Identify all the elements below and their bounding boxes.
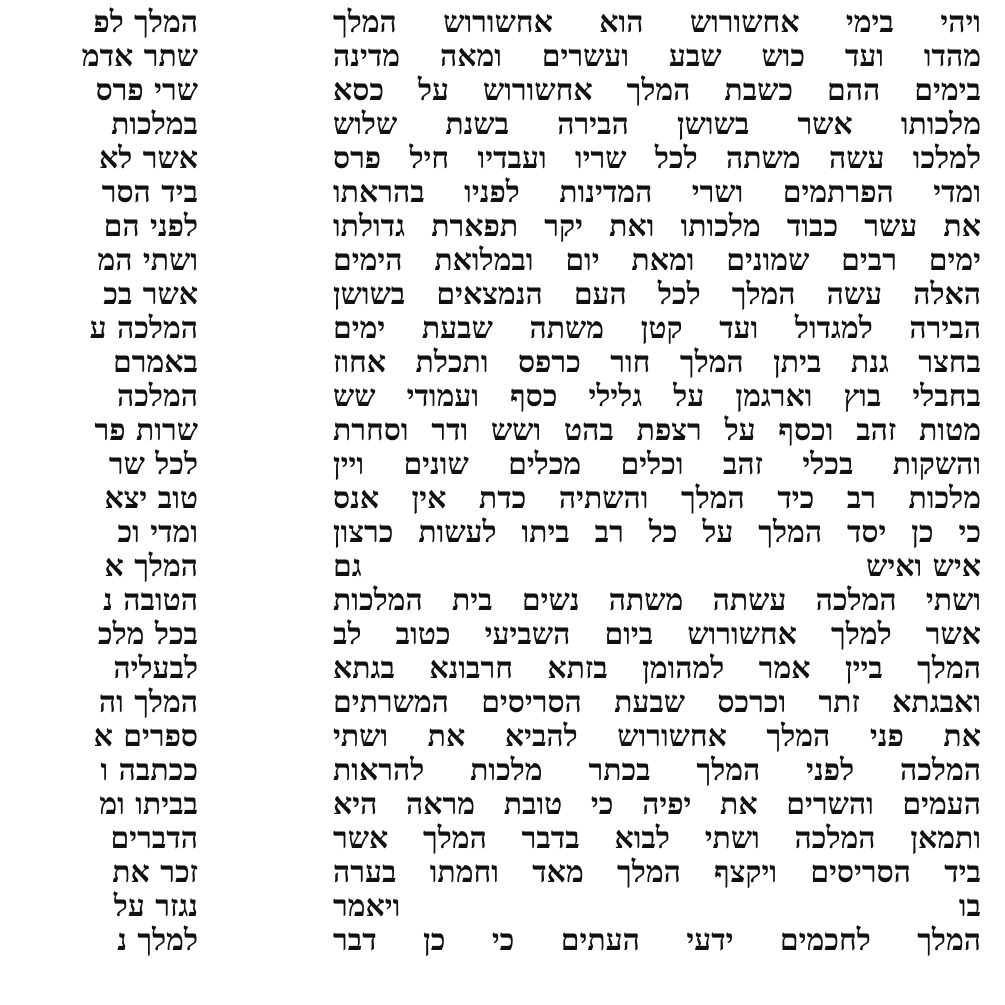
text-line: כי כן יסד המלך על כל רב ביתו לעשות כרצון xyxy=(333,515,981,550)
text-line: בימים ההם כשבת המלך אחשורוש על כסא xyxy=(333,73,981,108)
text-line: ואבגתא זתר וכרכס שבעת הסריסים המשרתים xyxy=(333,685,981,720)
text-line: ויהי בימי אחשורוש הוא אחשורוש המלך xyxy=(333,5,981,40)
side-line: המלך א xyxy=(104,549,198,584)
text-line: למלכו עשה משתה לכל שריו ועבדיו חיל פרס xyxy=(333,141,981,176)
text-line: מלכות רב כיד המלך והשתיה כדת אין אנס xyxy=(333,481,981,516)
side-line: הטובה נ xyxy=(103,583,198,618)
text-line: בחבלי בוץ וארגמן על גלילי כסף ועמודי שש xyxy=(333,379,981,414)
side-line: לבעליה xyxy=(113,651,198,686)
text-line: את עשר כבוד מלכותו ואת יקר תפארת גדולתו xyxy=(333,209,981,244)
side-line: למלך נ xyxy=(117,923,198,958)
side-line: לכל שר xyxy=(108,447,198,482)
side-line: ומדי וכ xyxy=(117,515,198,550)
text-line: ושתי המלכה עשתה משתה נשים בית המלכות xyxy=(333,583,981,618)
text-line: מלכותו אשר בשושן הבירה בשנת שלוש xyxy=(333,107,981,142)
text-line: והשקות בכלי זהב וכלים מכלים שונים ויין xyxy=(333,447,981,482)
text-line: האלה עשה המלך לכל העם הנמצאים בשושן xyxy=(333,277,981,312)
side-line: אשר לא xyxy=(99,141,198,176)
text-line: ביד הסריסים ויקצף המלך מאד וחמתו בערה xyxy=(333,855,981,890)
side-line: טוב יצא xyxy=(104,481,198,516)
text-line: ותמאן המלכה ושתי לבוא בדבר המלך אשר xyxy=(333,821,981,856)
text-line: המלך לחכמים ידעי העתים כי כן דבר xyxy=(333,923,981,958)
column-gutter xyxy=(198,0,333,1005)
side-line: באמרם xyxy=(113,345,198,380)
side-line: המלך לפ xyxy=(93,5,198,40)
side-line: המלך וה xyxy=(98,685,198,720)
side-line: ספרים א xyxy=(93,719,198,754)
text-line: בחצר גנת ביתן המלך חור כרפס ותכלת אחוז xyxy=(333,345,981,380)
side-line: זכר את xyxy=(112,855,198,890)
side-line: בביתו ומ xyxy=(99,787,198,822)
text-line: ימים רבים שמונים ומאת יום ובמלואת הימים xyxy=(333,243,981,278)
text-line-end: ויאמר xyxy=(333,889,401,924)
text-line-start: איש ואיש xyxy=(866,549,981,584)
side-line: ביד הסר xyxy=(101,175,198,210)
text-line: את פני המלך אחשורוש להביא את ושתי xyxy=(333,719,981,754)
left-column-lines xyxy=(81,5,198,958)
side-line: שרי פרס xyxy=(95,73,198,108)
side-line: ככתבה ו xyxy=(100,753,198,788)
text-line-start: בו xyxy=(958,889,981,924)
main-text-column xyxy=(333,6,981,996)
left-text-column xyxy=(0,6,198,996)
side-line: אשר בכ xyxy=(103,277,198,312)
text-line: ומדי הפרתמים ושרי המדינות לפניו בהראתו xyxy=(333,175,981,210)
text-line: המלך ביין אמר למהומן בזתא חרבונא בגתא xyxy=(333,651,981,686)
side-line: המלכה ע xyxy=(89,311,198,346)
side-line: שרות פר xyxy=(94,413,198,448)
text-line: העמים והשרים את יפיה כי טובת מראה היא xyxy=(333,787,981,822)
text-line: המלכה לפני המלך בכתר מלכות להראות xyxy=(333,753,981,788)
side-line: בכל מלכ xyxy=(97,617,198,652)
side-line: לפני הם xyxy=(103,209,198,244)
side-line: ושתי המ xyxy=(97,243,198,278)
text-line-end: גם xyxy=(333,549,362,584)
side-line: המלכה xyxy=(117,379,198,414)
text-line: הבירה למגדול ועד קטן משתה שבעת ימים xyxy=(333,311,981,346)
text-line: אשר למלך אחשורוש ביום השביעי כטוב לב xyxy=(333,617,981,652)
text-line: מטות זהב וכסף על רצפת בהט ושש ודר וסחרת xyxy=(333,413,981,448)
side-line: נגזר על xyxy=(113,889,198,924)
side-line: הדברים xyxy=(110,821,198,856)
text-line-split xyxy=(333,890,981,924)
text-line: מהדו ועד כוש שבע ועשרים ומאה מדינה xyxy=(333,39,981,74)
side-line: שתר אדמ xyxy=(81,39,198,74)
side-line: במלכות xyxy=(111,107,198,142)
text-line-split xyxy=(333,550,981,584)
